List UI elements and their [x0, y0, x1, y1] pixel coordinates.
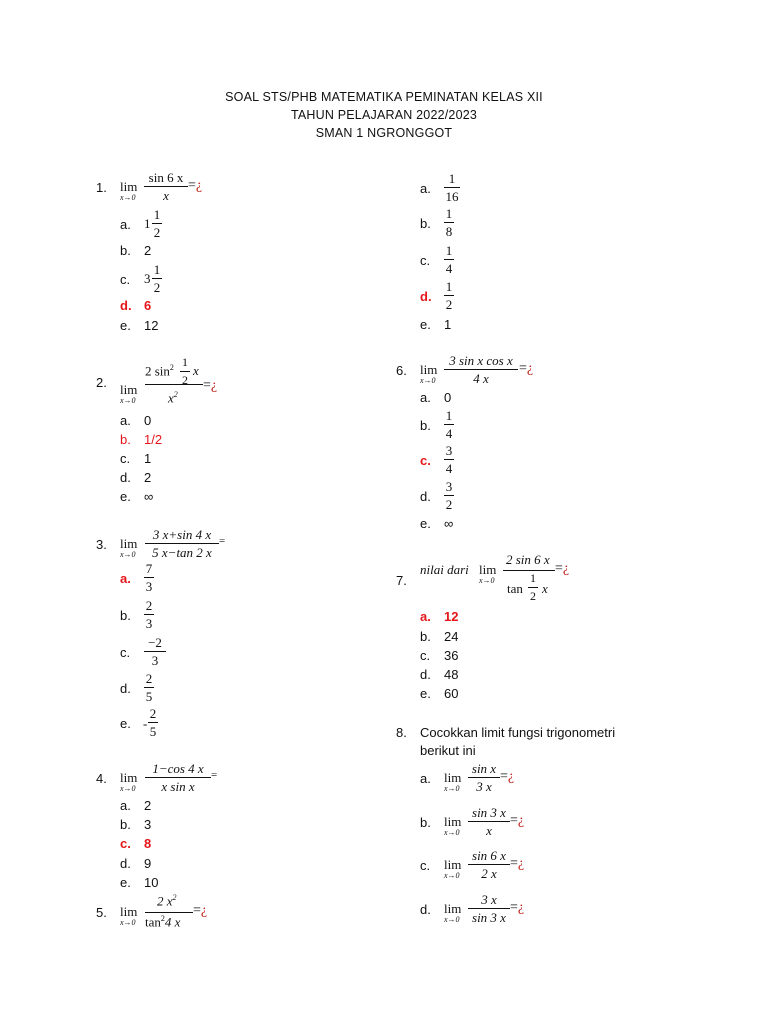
limit-symbol: lim x→0 — [120, 770, 138, 793]
option-label: e. — [420, 516, 431, 531]
option-value: 0 — [144, 413, 152, 428]
equals-sign: =¿ — [510, 900, 525, 915]
option-value-answer: 1/2 — [144, 432, 163, 447]
option-label: d. — [120, 856, 131, 871]
option-value: 2 — [144, 470, 152, 485]
equals-sign: = — [211, 769, 218, 781]
option-fraction: 1 2 — [153, 207, 161, 240]
option-value: ∞ — [444, 516, 454, 531]
option-sign: - — [143, 716, 148, 731]
option-value: 2 — [144, 243, 152, 258]
option-value: 2 — [144, 798, 152, 813]
option-label: e. — [120, 716, 131, 731]
option-label: e. — [420, 317, 431, 332]
school-year: TAHUN PELAJARAN 2022/2023 — [290, 108, 478, 122]
option-value: 60 — [444, 686, 459, 701]
question-number: 4. — [96, 771, 107, 786]
option-fraction: 2 5 — [149, 706, 157, 739]
option-label-answer: d. — [120, 298, 132, 313]
limit-symbol: lim x→0 — [479, 562, 497, 585]
question-number: 2. — [96, 375, 107, 390]
equals-sign: =¿ — [203, 378, 218, 393]
option-fraction: 1 8 — [445, 206, 453, 239]
option-label-answer: a. — [120, 571, 131, 586]
option-value-answer: 12 — [444, 609, 459, 624]
option-value: 36 — [444, 648, 459, 663]
numerator: 2 sin 6 x — [506, 552, 550, 567]
option-label: e. — [120, 318, 131, 333]
equals-sign: =¿ — [500, 769, 515, 784]
option-value: 9 — [144, 856, 152, 871]
item-label: c. — [420, 858, 431, 873]
option-label: a. — [120, 217, 131, 232]
option-fraction: 1 4 — [445, 408, 453, 441]
option-label: c. — [120, 451, 131, 466]
item-label: d. — [420, 902, 431, 917]
limit-symbol: lim x→0 — [120, 382, 138, 405]
option-label: a. — [420, 181, 431, 196]
option-value: 3 — [144, 271, 151, 286]
question-number: 7. — [396, 573, 407, 588]
limit-symbol: lim x→0 — [444, 857, 462, 880]
numerator: 2 $x^2$ — [157, 893, 177, 909]
option-fraction: 1 16 — [445, 171, 459, 204]
question-prefix: nilai dari — [420, 562, 469, 577]
option-label: e. — [120, 875, 131, 890]
denominator-fn: tan — [507, 581, 523, 596]
inner-fraction: 1 2 — [530, 571, 536, 603]
option-label: b. — [120, 608, 131, 623]
option-value: 1 — [144, 451, 152, 466]
option-label: e. — [420, 686, 431, 701]
limit-fraction: 1−cos 4 x x sin x — [145, 761, 211, 794]
option-fraction: 3 4 — [445, 443, 453, 476]
option-fraction: 1 2 — [153, 262, 161, 295]
limit-fraction: sin 3 x x — [468, 805, 510, 838]
option-value: 24 — [444, 629, 459, 644]
option-fraction: 7 3 — [145, 561, 153, 594]
option-value: 10 — [144, 875, 159, 890]
limit-fraction: 3 sin x cos x 4 x — [444, 353, 518, 386]
limit-fraction: sin 6 x 2 x — [468, 848, 510, 881]
option-label: e. — [120, 489, 131, 504]
option-fraction: 2 5 — [145, 671, 153, 704]
option-label: d. — [120, 681, 131, 696]
fraction-bar — [145, 384, 203, 385]
question-number: 8. — [396, 725, 407, 740]
option-label-answer: b. — [120, 432, 131, 447]
fraction-bar — [145, 912, 193, 913]
question-number: 3. — [96, 537, 107, 552]
limit-symbol: lim x→0 — [120, 179, 138, 202]
equals-sign: =¿ — [510, 856, 525, 871]
option-value: 3 — [144, 817, 152, 832]
option-label: b. — [120, 243, 131, 258]
option-label: d. — [420, 489, 431, 504]
option-label: a. — [120, 413, 131, 428]
limit-fraction: 3 x+sin 4 x 5 x−tan 2 x — [145, 527, 219, 560]
question-text-cont: berikut ini — [420, 743, 476, 758]
option-fraction: 1 4 — [445, 243, 453, 276]
option-label-answer: c. — [120, 836, 131, 851]
option-label: b. — [420, 216, 431, 231]
limit-fraction: sin x 3 x — [468, 761, 500, 794]
option-label-answer: c. — [420, 453, 431, 468]
school-name: SMAN 1 NGRONGGOT — [315, 126, 453, 140]
option-label: a. — [120, 798, 131, 813]
numerator-var: x — [193, 363, 199, 378]
option-label: d. — [120, 470, 131, 485]
option-fraction: 3 2 — [445, 479, 453, 512]
option-fraction: 2 3 — [145, 598, 153, 631]
option-label: d. — [420, 667, 431, 682]
exam-title: SOAL STS/PHB MATEMATIKA PEMINATAN KELAS XII — [225, 90, 543, 104]
option-value-answer: 8 — [144, 836, 152, 851]
option-value-answer: 6 — [144, 298, 152, 313]
limit-symbol: lim x→0 — [444, 814, 462, 837]
option-label: a. — [420, 390, 431, 405]
item-label: b. — [420, 815, 431, 830]
equals-sign: =¿ — [193, 903, 208, 918]
limit-symbol: lim x→0 — [444, 770, 462, 793]
question-text: Cocokkan limit fungsi trigonometri — [420, 725, 616, 740]
limit-symbol: lim x→0 — [120, 904, 138, 927]
limit-symbol: lim x→0 — [444, 901, 462, 924]
option-label: c. — [420, 253, 431, 268]
option-value: 1 — [144, 216, 151, 231]
denominator-var: x — [542, 581, 548, 596]
question-number: 5. — [96, 905, 107, 920]
option-value: 1 — [444, 317, 452, 332]
equals-sign: =¿ — [188, 178, 203, 193]
item-label: a. — [420, 771, 431, 786]
option-label: b. — [420, 418, 431, 433]
equals-sign: = — [219, 535, 226, 547]
option-fraction: −2 3 — [144, 635, 166, 668]
option-label: b. — [420, 629, 431, 644]
option-label-answer: a. — [420, 609, 431, 624]
option-label: c. — [120, 272, 131, 287]
limit-fraction: 3 x sin 3 x — [468, 892, 510, 925]
limit-symbol: lim x→0 — [120, 536, 138, 559]
inner-fraction: 1 2 — [182, 355, 188, 387]
limit-symbol: lim x→0 — [420, 362, 438, 385]
question-number: 1. — [96, 180, 107, 195]
equals-sign: =¿ — [555, 561, 570, 576]
option-value: ∞ — [144, 489, 154, 504]
denominator: $\tan^24$ x — [145, 914, 181, 930]
option-label: c. — [420, 648, 431, 663]
limit-fraction: sin 6 x x — [144, 170, 188, 203]
option-label: b. — [120, 817, 131, 832]
option-label-answer: d. — [420, 289, 432, 304]
option-fraction: 1 2 — [445, 279, 453, 312]
option-value: 48 — [444, 667, 459, 682]
question-number: 6. — [396, 363, 407, 378]
option-value: 0 — [444, 390, 452, 405]
option-label: c. — [120, 645, 131, 660]
numerator-part: 2 $\sin^2$ — [145, 363, 174, 379]
equals-sign: =¿ — [519, 361, 534, 376]
option-value: 12 — [144, 318, 159, 333]
denominator: $x^2$ — [168, 390, 178, 406]
equals-sign: =¿ — [510, 813, 525, 828]
